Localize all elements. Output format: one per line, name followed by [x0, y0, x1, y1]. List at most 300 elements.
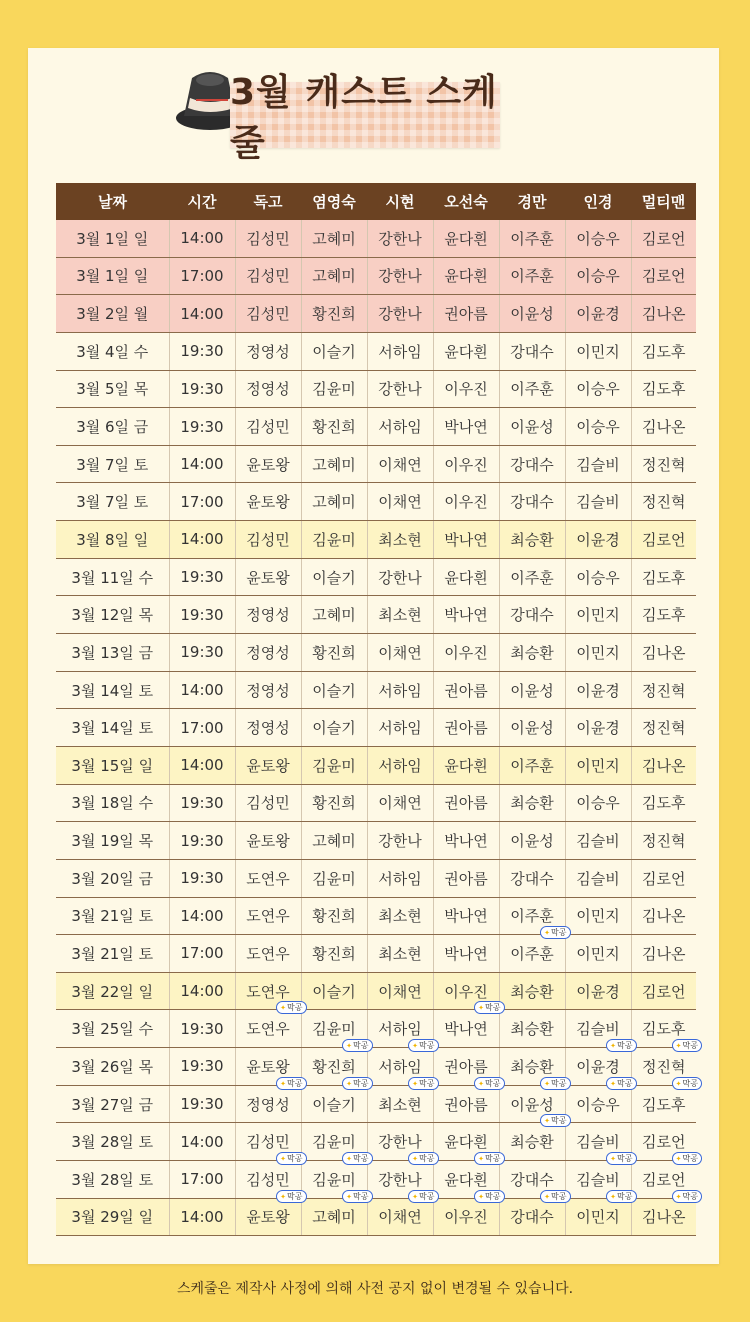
cast-cell — [235, 596, 301, 634]
cell-text: 3월 2일 월 — [76, 305, 149, 324]
cast-cell — [631, 822, 696, 860]
cell-text: 3월 19일 목 — [71, 832, 154, 851]
cell-text: 3월 15일 일 — [71, 756, 154, 775]
cast-cell — [565, 972, 631, 1010]
cast-cell — [433, 746, 499, 784]
title-banner — [230, 72, 500, 164]
cell-text: 이윤경 — [576, 1057, 620, 1076]
cell-text: 3월 6일 금 — [76, 418, 149, 437]
cell-text: 이민지 — [576, 643, 620, 662]
cell-text: 김윤미 — [312, 869, 356, 888]
cell-text: 3월 14일 토 — [71, 719, 154, 738]
cell-text: 이윤성 — [510, 418, 554, 437]
cast-cell — [301, 220, 367, 257]
cast-cell — [301, 859, 367, 897]
cast-cell — [301, 746, 367, 784]
final-show-badge: ✦ 막공 — [672, 1190, 702, 1203]
cast-cell — [433, 784, 499, 822]
cell-text: 이윤성 — [510, 719, 554, 738]
table-row — [56, 634, 696, 672]
cast-cell — [433, 859, 499, 897]
cell-text: 최소현 — [378, 907, 422, 926]
cast-cell — [631, 257, 696, 295]
cell-text: 윤다흰 — [444, 267, 488, 286]
cell-text: 14:00 — [180, 982, 224, 1001]
cell-text: 고혜미 — [312, 606, 356, 625]
cast-cell — [301, 935, 367, 973]
time-cell — [169, 634, 235, 672]
date-cell — [56, 257, 169, 295]
cell-text: 14:00 — [180, 1132, 224, 1151]
final-show-badge: ✦ 막공 — [342, 1039, 372, 1052]
cast-cell — [565, 746, 631, 784]
cast-cell — [499, 1191, 567, 1236]
cast-cell — [235, 746, 301, 784]
cell-text: 김성민 — [246, 305, 290, 324]
cell-text: 최승환 — [510, 643, 554, 662]
cell-text: 도연우 — [246, 869, 290, 888]
cell-text: 황진희 — [312, 944, 356, 963]
date-cell — [56, 972, 169, 1010]
cast-cell — [631, 332, 696, 370]
cell-text: 김슬비 — [576, 455, 620, 474]
cast-cell — [367, 521, 433, 559]
cell-text: 김슬비 — [576, 1133, 620, 1152]
cell-text: 윤토왕 — [246, 756, 290, 775]
cell-text: 권아름 — [444, 305, 488, 324]
cell-text: 정진혁 — [642, 681, 686, 700]
time-cell — [169, 671, 235, 709]
cast-cell — [565, 332, 631, 370]
cell-text: 이주훈 — [510, 267, 554, 286]
time-cell — [169, 370, 235, 408]
cell-text: 3월 21일 토 — [71, 907, 154, 926]
cast-cell — [433, 596, 499, 634]
time-cell — [169, 746, 235, 784]
cast-cell — [433, 408, 499, 446]
cell-text: 황진희 — [312, 794, 356, 813]
cell-text: 강한나 — [378, 1170, 422, 1189]
cast-cell — [301, 445, 367, 483]
time-cell — [169, 935, 235, 973]
final-show-badge: ✦ 막공 — [606, 1077, 636, 1090]
cell-text: 14:00 — [180, 530, 224, 549]
cell-text: 17:00 — [180, 944, 224, 963]
table-row — [56, 483, 696, 521]
cast-cell — [301, 709, 367, 747]
time-cell — [169, 408, 235, 446]
cell-text: 고혜미 — [312, 493, 356, 512]
cell-text: 윤토왕 — [246, 1208, 290, 1227]
cast-cell — [433, 521, 499, 559]
cell-text: 이승우 — [576, 568, 620, 587]
cell-text: 이윤성 — [510, 1095, 554, 1114]
cast-cell — [235, 897, 301, 935]
cell-text: 김슬비 — [576, 493, 620, 512]
date-cell — [56, 483, 169, 521]
cell-text: 최승환 — [510, 1057, 554, 1076]
final-show-badge: ✦ 막공 — [276, 1077, 306, 1090]
cell-text: 이채연 — [378, 1208, 422, 1227]
cast-cell — [301, 483, 367, 521]
cell-text: 정영성 — [246, 380, 290, 399]
column-header: 염영숙 — [301, 183, 367, 220]
cell-text: 이우진 — [444, 455, 488, 474]
date-cell — [56, 671, 169, 709]
cell-text: 이승우 — [576, 418, 620, 437]
cast-cell — [235, 483, 301, 521]
cell-text: 김도후 — [642, 1020, 686, 1039]
cell-text: 이윤경 — [576, 719, 620, 738]
cast-cell — [565, 558, 631, 596]
cell-text: 고혜미 — [312, 267, 356, 286]
cell-text: 강한나 — [378, 568, 422, 587]
time-cell — [169, 332, 235, 370]
date-cell — [56, 935, 169, 973]
cast-cell — [367, 295, 433, 333]
cell-text: 3월 29일 일 — [71, 1208, 154, 1227]
cell-text: 김슬비 — [576, 1020, 620, 1039]
cast-cell — [367, 972, 433, 1010]
column-header: 독고 — [235, 183, 301, 220]
cell-text: 정진혁 — [642, 1057, 686, 1076]
table-row — [56, 671, 696, 709]
cell-text: 고혜미 — [312, 832, 356, 851]
cell-text: 최소현 — [378, 530, 422, 549]
time-cell — [169, 445, 235, 483]
cell-text: 정영성 — [246, 606, 290, 625]
cell-text: 윤토왕 — [246, 493, 290, 512]
cell-text: 황진희 — [312, 1057, 356, 1076]
date-cell — [56, 558, 169, 596]
date-cell — [56, 1198, 169, 1236]
title-area — [170, 60, 530, 164]
cast-cell — [499, 709, 565, 747]
cell-text: 윤토왕 — [246, 1057, 290, 1076]
cast-cell — [565, 935, 631, 973]
cell-text: 19:30 — [180, 1019, 224, 1038]
cast-cell — [499, 746, 565, 784]
time-cell — [169, 521, 235, 559]
cast-cell — [433, 1078, 501, 1123]
cell-text: 김도후 — [642, 1095, 686, 1114]
cell-text: 19:30 — [180, 869, 224, 888]
cast-cell — [499, 483, 565, 521]
cast-cell — [565, 445, 631, 483]
cell-text: 이윤성 — [510, 681, 554, 700]
cast-cell — [235, 445, 301, 483]
date-cell — [56, 784, 169, 822]
cell-text: 강대수 — [510, 1170, 554, 1189]
table-row — [56, 220, 696, 257]
date-cell — [56, 332, 169, 370]
date-cell — [56, 1085, 169, 1123]
table-row — [56, 972, 696, 1010]
table-row — [56, 332, 696, 370]
cell-text: 이주훈 — [510, 568, 554, 587]
cast-cell — [235, 332, 301, 370]
cell-text: 최승환 — [510, 794, 554, 813]
date-cell — [56, 1010, 169, 1048]
cell-text: 김도후 — [642, 606, 686, 625]
cast-cell — [235, 370, 301, 408]
table-row — [56, 445, 696, 483]
cast-cell — [301, 1191, 369, 1236]
time-cell — [169, 1010, 235, 1048]
cell-text: 도연우 — [246, 944, 290, 963]
cell-text: 최승환 — [510, 1020, 554, 1039]
cell-text: 권아름 — [444, 794, 488, 813]
cast-cell — [433, 483, 499, 521]
cell-text: 이슬기 — [312, 719, 356, 738]
cast-cell — [367, 935, 433, 973]
cell-text: 이채연 — [378, 982, 422, 1001]
column-header: 오선숙 — [433, 183, 499, 220]
cast-cell — [433, 897, 499, 935]
schedule-table — [56, 183, 696, 1236]
cast-cell — [565, 295, 631, 333]
final-show-badge: ✦ 막공 — [540, 926, 570, 939]
cell-text: 윤토왕 — [246, 568, 290, 587]
cast-cell — [433, 257, 499, 295]
cell-text: 김나온 — [642, 418, 686, 437]
cell-text: 이민지 — [576, 756, 620, 775]
cell-text: 강대수 — [510, 1208, 554, 1227]
cell-text: 강한나 — [378, 229, 422, 248]
cell-text: 3월 25일 수 — [71, 1020, 154, 1039]
cell-text: 도연우 — [246, 907, 290, 926]
cell-text: 19:30 — [180, 417, 224, 436]
date-cell — [56, 859, 169, 897]
cast-cell — [565, 521, 631, 559]
table-row — [56, 1010, 696, 1048]
cast-cell — [499, 370, 565, 408]
cell-text: 이주훈 — [510, 756, 554, 775]
cast-cell — [235, 220, 301, 257]
cast-cell — [499, 784, 565, 822]
cell-text: 윤토왕 — [246, 455, 290, 474]
cast-cell — [367, 408, 433, 446]
cell-text: 윤다흰 — [444, 568, 488, 587]
final-show-badge: ✦ 막공 — [606, 1152, 636, 1165]
date-cell — [56, 897, 169, 935]
cast-cell — [565, 897, 631, 935]
cell-text: 고혜미 — [312, 229, 356, 248]
cell-text: 14:00 — [180, 906, 224, 925]
cell-text: 김로언 — [642, 229, 686, 248]
cast-cell — [235, 1191, 303, 1236]
cell-text: 17:00 — [180, 266, 224, 285]
cell-text: 정진혁 — [642, 493, 686, 512]
cell-text: 황진희 — [312, 418, 356, 437]
cell-text: 박나연 — [444, 530, 488, 549]
cell-text: 정진혁 — [642, 455, 686, 474]
cell-text: 강한나 — [378, 832, 422, 851]
cast-cell — [367, 671, 433, 709]
table-row — [56, 558, 696, 596]
cast-cell — [631, 445, 696, 483]
cast-cell — [301, 634, 367, 672]
cell-text: 권아름 — [444, 681, 488, 700]
cast-cell — [301, 408, 367, 446]
cast-cell — [367, 257, 433, 295]
column-header: 인경 — [565, 183, 631, 220]
table-row — [56, 295, 696, 333]
cast-cell — [565, 257, 631, 295]
cast-cell — [565, 784, 631, 822]
cell-text: 서하임 — [378, 719, 422, 738]
time-cell — [169, 1085, 235, 1123]
cell-text: 강대수 — [510, 869, 554, 888]
final-show-badge: ✦ 막공 — [540, 1114, 570, 1127]
final-show-badge: ✦ 막공 — [672, 1152, 702, 1165]
cell-text: 강한나 — [378, 1133, 422, 1152]
column-header: 멀티맨 — [631, 183, 696, 220]
cell-text: 서하임 — [378, 1057, 422, 1076]
cast-cell — [367, 746, 433, 784]
cell-text: 권아름 — [444, 869, 488, 888]
cell-text: 17:00 — [180, 718, 224, 737]
cell-text: 3월 1일 일 — [76, 229, 149, 248]
table-header-row — [56, 183, 696, 220]
cell-text: 강한나 — [378, 267, 422, 286]
cast-cell — [367, 558, 433, 596]
time-cell — [169, 709, 235, 747]
cell-text: 도연우 — [246, 1020, 290, 1039]
cell-text: 김나온 — [642, 305, 686, 324]
cell-text: 17:00 — [180, 1170, 224, 1189]
time-cell — [169, 784, 235, 822]
cell-text: 김성민 — [246, 1170, 290, 1189]
final-show-badge: ✦ 막공 — [276, 1152, 306, 1165]
cell-text: 김나온 — [642, 907, 686, 926]
cast-cell — [235, 521, 301, 559]
column-header: 시현 — [367, 183, 433, 220]
final-show-badge: ✦ 막공 — [408, 1152, 438, 1165]
cast-cell — [499, 1116, 567, 1161]
cell-text: 이민지 — [576, 944, 620, 963]
final-show-badge: ✦ 막공 — [474, 1001, 504, 1014]
cell-text: 서하임 — [378, 342, 422, 361]
cell-text: 정영성 — [246, 681, 290, 700]
cast-cell — [301, 1078, 369, 1123]
cell-text: 이윤경 — [576, 681, 620, 700]
date-cell — [56, 634, 169, 672]
cell-text: 김나온 — [642, 944, 686, 963]
cell-text: 황진희 — [312, 643, 356, 662]
cast-cell — [235, 709, 301, 747]
cell-text: 강대수 — [510, 342, 554, 361]
cell-text: 이슬기 — [312, 568, 356, 587]
cast-cell — [631, 709, 696, 747]
table-row — [56, 1198, 696, 1236]
cell-text: 최소현 — [378, 1095, 422, 1114]
cast-cell — [301, 295, 367, 333]
date-cell — [56, 1161, 169, 1199]
table-row — [56, 596, 696, 634]
table-row — [56, 1161, 696, 1199]
cast-cell — [631, 634, 696, 672]
cell-text: 최소현 — [378, 944, 422, 963]
cast-cell — [235, 408, 301, 446]
date-cell — [56, 295, 169, 333]
cell-text: 3월 1일 일 — [76, 267, 149, 286]
cell-text: 김성민 — [246, 229, 290, 248]
time-cell — [169, 972, 235, 1010]
cast-cell — [565, 220, 631, 257]
cell-text: 권아름 — [444, 1057, 488, 1076]
cast-cell — [433, 1003, 501, 1048]
cast-cell — [433, 370, 499, 408]
cell-text: 윤다흰 — [444, 342, 488, 361]
cell-text: 17:00 — [180, 492, 224, 511]
cast-cell — [433, 295, 499, 333]
cell-text: 김윤미 — [312, 1133, 356, 1152]
cast-cell — [565, 483, 631, 521]
cell-text: 강대수 — [510, 493, 554, 512]
cell-text: 3월 27일 금 — [71, 1095, 154, 1114]
column-header: 시간 — [169, 183, 235, 220]
final-show-badge: ✦ 막공 — [606, 1039, 636, 1052]
time-cell — [169, 483, 235, 521]
cast-cell — [235, 1003, 303, 1048]
final-show-badge: ✦ 막공 — [606, 1190, 636, 1203]
page-title: 3월 캐스트 스케줄 — [230, 72, 498, 164]
cast-cell — [631, 972, 696, 1010]
cell-text: 김나온 — [642, 756, 686, 775]
cell-text: 19:30 — [180, 643, 224, 662]
cell-text: 강대수 — [510, 606, 554, 625]
cell-text: 김로언 — [642, 1133, 686, 1152]
cast-cell — [631, 1191, 698, 1236]
cell-text: 최승환 — [510, 982, 554, 1001]
cell-text: 황진희 — [312, 907, 356, 926]
table-row — [56, 370, 696, 408]
cell-text: 강대수 — [510, 455, 554, 474]
cast-cell — [499, 634, 565, 672]
cell-text: 서하임 — [378, 1020, 422, 1039]
date-cell — [56, 1048, 169, 1086]
cast-cell — [433, 558, 499, 596]
cast-cell — [367, 634, 433, 672]
final-show-badge: ✦ 막공 — [474, 1152, 504, 1165]
cell-text: 윤다흰 — [444, 1170, 488, 1189]
cast-cell — [367, 784, 433, 822]
cell-text: 3월 14일 토 — [71, 681, 154, 700]
cell-text: 김성민 — [246, 267, 290, 286]
table-row — [56, 1085, 696, 1123]
cast-cell — [301, 897, 367, 935]
time-cell — [169, 596, 235, 634]
final-show-badge: ✦ 막공 — [342, 1190, 372, 1203]
cell-text: 정영성 — [246, 342, 290, 361]
cell-text: 3월 26일 목 — [71, 1057, 154, 1076]
cell-text: 윤다흰 — [444, 1133, 488, 1152]
cell-text: 최승환 — [510, 1133, 554, 1152]
cast-cell — [499, 1010, 565, 1048]
cell-text: 김성민 — [246, 530, 290, 549]
cast-cell — [499, 220, 565, 257]
cell-text: 14:00 — [180, 304, 224, 323]
cast-cell — [499, 596, 565, 634]
cell-text: 이승우 — [576, 380, 620, 399]
cast-cell — [433, 634, 499, 672]
time-cell — [169, 220, 235, 257]
cast-cell — [433, 709, 499, 747]
cast-cell — [301, 370, 367, 408]
cast-cell — [565, 634, 631, 672]
cell-text: 도연우 — [246, 982, 290, 1001]
